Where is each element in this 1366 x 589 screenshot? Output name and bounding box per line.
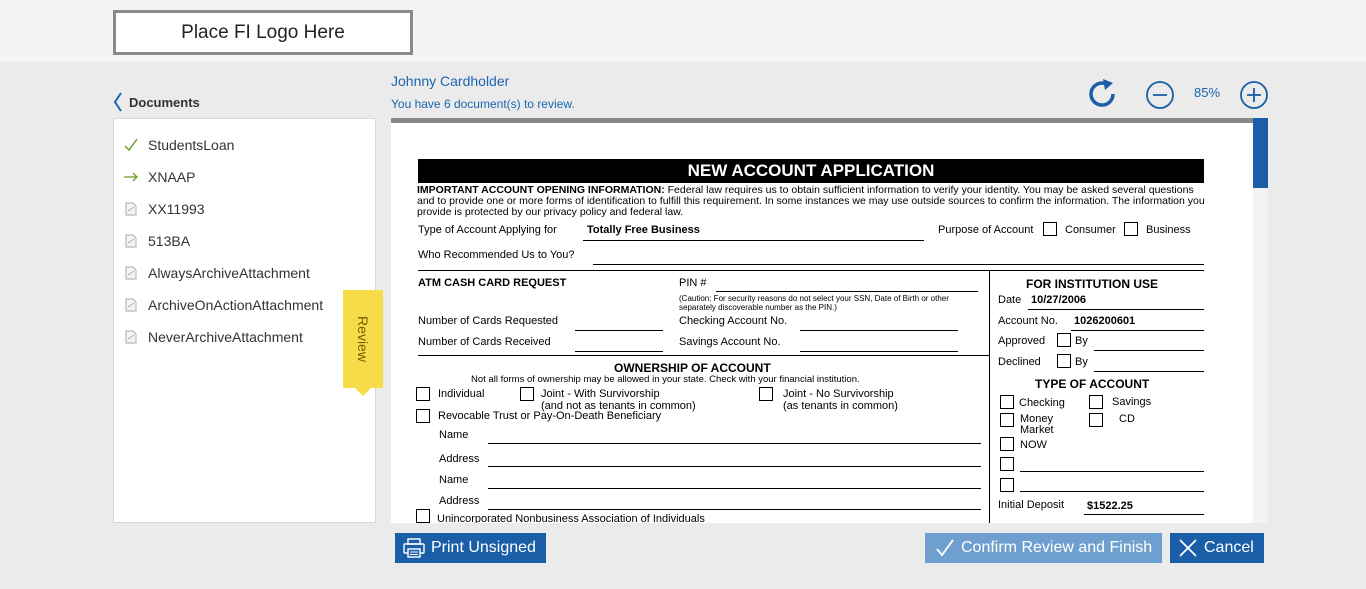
confirm-review-finish-label: Confirm Review and Finish (961, 539, 1153, 556)
field-line (800, 351, 958, 352)
document-icon (124, 329, 138, 345)
address-label: Address (439, 495, 480, 507)
field-line (593, 264, 1204, 265)
consumer-label: Consumer (1065, 224, 1116, 236)
field-line (575, 351, 663, 352)
field-line (1094, 350, 1204, 351)
field-line (488, 443, 981, 444)
date-label: Date (998, 294, 1022, 306)
unincorporated-checkbox[interactable] (416, 509, 430, 523)
joint-with-checkbox[interactable] (520, 387, 534, 401)
date-value: 10/27/2006 (1031, 294, 1087, 306)
review-tab-label: Review (355, 316, 371, 362)
pin-caution: (Caution: For security reasons do not select your SSN, Date of Birth or other separately discoverable number as the PIN.) (679, 294, 949, 312)
field-line (1028, 309, 1204, 310)
logo-text: Place FI Logo Here (181, 21, 345, 43)
recommended-label: Who Recommended Us to You? (418, 249, 575, 261)
other-checkbox-1[interactable] (1000, 457, 1014, 471)
check-icon (124, 137, 138, 153)
field-line (800, 330, 958, 331)
type-applying-label: Type of Account Applying for (418, 224, 557, 236)
list-item[interactable] (124, 231, 190, 251)
consumer-checkbox[interactable] (1043, 222, 1057, 236)
field-line (1071, 330, 1204, 331)
documents-back-link[interactable] (113, 91, 200, 113)
field-line (716, 291, 978, 292)
list-item-label: StudentsLoan (148, 137, 235, 153)
approved-checkbox[interactable] (1057, 333, 1071, 347)
document-page (411, 153, 1231, 523)
now-label: NOW (1020, 439, 1047, 451)
user-name: Johnny Cardholder (391, 73, 510, 89)
money-market-checkbox[interactable] (1000, 413, 1014, 427)
viewer-top-border (391, 118, 1253, 123)
declined-label: Declined (998, 356, 1041, 368)
joint-no-note: (as tenants in common) (783, 400, 898, 412)
money-market-label: Money (1020, 413, 1054, 425)
list-item[interactable] (124, 295, 323, 315)
ownership-note: Not all forms of ownership may be allowed in your state. Check with your financial institution. (471, 374, 860, 385)
business-checkbox[interactable] (1124, 222, 1138, 236)
initial-deposit-value: $1522.25 (1087, 500, 1133, 512)
unincorporated-label: Unincorporated Nonbusiness Association of Individuals (437, 513, 705, 523)
documents-title: Documents (129, 94, 200, 110)
approved-by-label: By (1075, 335, 1088, 347)
list-item[interactable] (124, 167, 195, 187)
cd-checkbox[interactable] (1089, 413, 1103, 427)
viewer-scrollbar[interactable] (1253, 118, 1268, 523)
check-icon (935, 538, 955, 558)
document-icon (124, 201, 138, 217)
zoom-level: 85% (1194, 85, 1221, 100)
close-icon (1178, 538, 1198, 558)
field-line (583, 240, 924, 241)
scrollbar-thumb[interactable] (1253, 118, 1268, 188)
list-item-label: ArchiveOnActionAttachment (148, 297, 324, 313)
list-item-label: XNAAP (148, 169, 196, 185)
print-unsigned-label: Print Unsigned (431, 539, 536, 556)
savings-checkbox[interactable] (1089, 395, 1103, 409)
rotate-icon[interactable] (1086, 78, 1118, 110)
review-tab[interactable] (343, 290, 383, 388)
business-label: Business (1146, 224, 1191, 236)
important-info (417, 185, 1207, 218)
approved-label: Approved (998, 335, 1046, 347)
section-divider (418, 355, 989, 356)
revocable-label: Revocable Trust or Pay-On-Death Beneficiary (438, 410, 662, 422)
joint-with-label: Joint - With Survivorship (541, 388, 660, 400)
initial-deposit-label: Initial Deposit (998, 499, 1065, 511)
field-line (488, 466, 981, 467)
zoom-in-icon[interactable] (1239, 80, 1269, 110)
cancel-label: Cancel (1204, 539, 1254, 556)
joint-no-label: Joint - No Survivorship (783, 388, 894, 400)
review-count-message: You have 6 document(s) to review. (391, 97, 575, 111)
document-icon (124, 233, 138, 249)
cards-requested-label: Number of Cards Requested (418, 315, 559, 327)
declined-by-label: By (1075, 356, 1088, 368)
individual-checkbox[interactable] (416, 387, 430, 401)
type-account-heading: TYPE OF ACCOUNT (1035, 377, 1150, 391)
logo-placeholder (113, 10, 413, 55)
type-applying-value: Totally Free Business (587, 224, 700, 236)
atm-heading: ATM CASH CARD REQUEST (418, 277, 567, 289)
name-label: Name (439, 474, 469, 486)
account-no-value: 1026200601 (1074, 315, 1136, 327)
field-line (1084, 514, 1204, 515)
zoom-out-icon[interactable] (1145, 80, 1175, 110)
checking-checkbox[interactable] (1000, 395, 1014, 409)
list-item-label: AlwaysArchiveAttachment (148, 265, 310, 281)
purpose-label: Purpose of Account (938, 224, 1034, 236)
individual-label: Individual (438, 388, 485, 400)
list-item[interactable] (124, 199, 205, 219)
list-item[interactable] (124, 135, 234, 155)
list-item[interactable] (124, 327, 303, 347)
field-line (488, 488, 981, 489)
ownership-heading: OWNERSHIP OF ACCOUNT (614, 361, 771, 375)
section-divider (418, 270, 1204, 271)
form-title: NEW ACCOUNT APPLICATION (418, 159, 1204, 183)
field-line (1020, 471, 1204, 472)
checking-no-label: Checking Account No. (679, 315, 788, 327)
chevron-left-icon[interactable] (113, 92, 123, 112)
checking-label: Checking (1019, 397, 1065, 409)
list-item-label: 513BA (148, 233, 191, 249)
revocable-checkbox[interactable] (416, 409, 430, 423)
list-item-label: XX11993 (148, 201, 205, 217)
arrow-right-icon (124, 169, 138, 185)
document-icon (124, 297, 138, 313)
savings-no-label: Savings Account No. (679, 336, 781, 348)
joint-no-checkbox[interactable] (759, 387, 773, 401)
joint-with-note: (and not as tenants in common) (541, 400, 696, 412)
now-checkbox[interactable] (1000, 437, 1014, 451)
other-checkbox-2[interactable] (1000, 478, 1014, 492)
confirm-review-finish-button[interactable] (925, 533, 1162, 563)
column-divider (989, 270, 990, 523)
cards-received-label: Number of Cards Received (418, 336, 551, 348)
name-label: Name (439, 429, 469, 441)
field-line (575, 330, 663, 331)
list-item-label: NeverArchiveAttachment (148, 329, 303, 345)
document-icon (124, 265, 138, 281)
print-unsigned-button[interactable] (395, 533, 546, 563)
institution-heading: FOR INSTITUTION USE (1026, 277, 1158, 291)
important-body: Federal law requires us to obtain sufficient information to verify your identity. You may be asked several questions and to provide one or more forms of identification to fulfill this requirement. In some instances we may use outside sources to confirm the information. The information you provide is protected by our privacy policy and federal law. (417, 184, 1205, 218)
field-line (488, 509, 981, 510)
address-label: Address (439, 453, 480, 465)
cancel-button[interactable] (1170, 533, 1264, 563)
list-item[interactable] (124, 263, 310, 283)
top-bar (0, 0, 1366, 62)
important-heading: IMPORTANT ACCOUNT OPENING INFORMATION: (417, 184, 665, 196)
cd-label: CD (1119, 413, 1135, 425)
account-no-label: Account No. (998, 315, 1058, 327)
document-viewer[interactable] (391, 118, 1268, 523)
declined-checkbox[interactable] (1057, 354, 1071, 368)
savings-label: Savings (1112, 396, 1152, 408)
field-line (1094, 371, 1204, 372)
pin-label: PIN # (679, 277, 707, 289)
printer-icon (403, 538, 425, 558)
field-line (1020, 491, 1204, 492)
document-list (113, 118, 376, 523)
money-market-label-2: Market (1020, 424, 1054, 436)
